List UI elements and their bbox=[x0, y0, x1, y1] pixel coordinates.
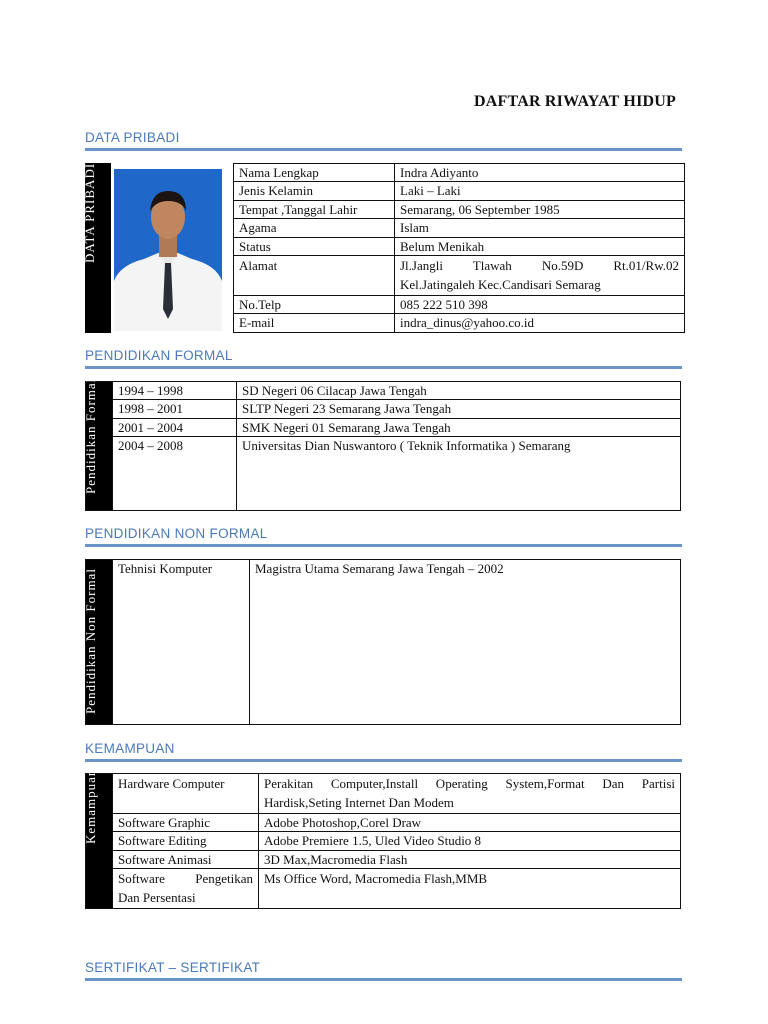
section-heading-kemampuan: KEMAMPUAN bbox=[85, 741, 682, 762]
value-nama: Indra Adiyanto bbox=[395, 164, 685, 182]
section-heading-data-pribadi: DATA PRIBADI bbox=[85, 130, 682, 151]
label-ttl: Tempat ,Tanggal Lahir bbox=[234, 200, 395, 218]
formal-school: SD Negeri 06 Cilacap Jawa Tengah bbox=[237, 382, 681, 400]
formal-school: SMK Negeri 01 Semarang Jawa Tengah bbox=[237, 418, 681, 436]
label-nama: Nama Lengkap bbox=[234, 164, 395, 182]
value-ttl: Semarang, 06 September 1985 bbox=[395, 200, 685, 218]
table-row bbox=[113, 560, 681, 724]
formal-school: SLTP Negeri 23 Semarang Jawa Tengah bbox=[237, 400, 681, 418]
kemampuan-sidebar: Kemampuan bbox=[86, 774, 112, 908]
nonformal-course: Tehnisi Komputer bbox=[113, 560, 250, 724]
table-row bbox=[113, 436, 681, 510]
label-jenis-kelamin: Jenis Kelamin bbox=[234, 182, 395, 200]
section-heading-pendidikan-non-formal: PENDIDIKAN NON FORMAL bbox=[85, 526, 682, 547]
skill-name: Software Animasi bbox=[113, 850, 259, 868]
skill-detail: Adobe Photoshop,Corel Draw bbox=[259, 813, 681, 831]
value-status: Belum Menikah bbox=[395, 237, 685, 255]
value-alamat bbox=[395, 256, 685, 296]
skill-name-line-2: Dan Persentasi bbox=[118, 890, 196, 906]
data-pribadi-table bbox=[233, 163, 685, 333]
skill-name: Software Graphic bbox=[113, 813, 259, 831]
formal-year: 1998 – 2001 bbox=[113, 400, 237, 418]
skill-detail bbox=[259, 774, 681, 813]
data-pribadi-sidebar: DATA PRIBADI bbox=[85, 163, 111, 333]
skill-name bbox=[113, 869, 259, 908]
table-row bbox=[113, 869, 681, 908]
table-row bbox=[113, 774, 681, 813]
formal-year: 1994 – 1998 bbox=[113, 382, 237, 400]
table-row bbox=[234, 182, 685, 200]
formal-year: 2001 – 2004 bbox=[113, 418, 237, 436]
pendidikan-formal-sidebar: Pendidikan Formal bbox=[86, 382, 112, 510]
table-row bbox=[234, 164, 685, 182]
table-row bbox=[234, 314, 685, 333]
table-row bbox=[113, 418, 681, 436]
skill-detail: Adobe Premiere 1.5, Uled Video Studio 8 bbox=[259, 832, 681, 850]
table-row bbox=[113, 400, 681, 418]
section-heading-pendidikan-formal: PENDIDIKAN FORMAL bbox=[85, 348, 682, 369]
alamat-line-2: Kel.Jatingaleh Kec.Candisari Semarag bbox=[400, 277, 601, 293]
person-portrait-icon bbox=[114, 169, 222, 331]
value-telp: 085 222 510 398 bbox=[395, 296, 685, 314]
label-alamat: Alamat bbox=[234, 256, 395, 296]
table-row bbox=[234, 296, 685, 314]
data-pribadi-block bbox=[82, 162, 685, 333]
skill-detail: 3D Max,Macromedia Flash bbox=[259, 850, 681, 868]
table-row bbox=[234, 200, 685, 218]
pendidikan-non-formal-sidebar: Pendidikan Non Formal bbox=[86, 560, 112, 724]
table-row bbox=[113, 850, 681, 868]
table-row bbox=[113, 832, 681, 850]
label-telp: No.Telp bbox=[234, 296, 395, 314]
skill-name-line-1: Software Pengetikan bbox=[118, 871, 253, 887]
formal-year: 2004 – 2008 bbox=[113, 436, 237, 510]
kemampuan-block bbox=[83, 768, 681, 909]
table-row bbox=[234, 256, 685, 296]
table-row bbox=[234, 237, 685, 255]
kemampuan-table bbox=[112, 774, 680, 908]
skill-detail-line-2: Hardisk,Seting Internet Dan Modem bbox=[264, 795, 454, 810]
pendidikan-formal-table bbox=[112, 382, 680, 510]
table-row bbox=[113, 382, 681, 400]
value-agama: Islam bbox=[395, 219, 685, 237]
label-agama: Agama bbox=[234, 219, 395, 237]
skill-name: Software Editing bbox=[113, 832, 259, 850]
label-status: Status bbox=[234, 237, 395, 255]
skill-detail: Ms Office Word, Macromedia Flash,MMB bbox=[259, 869, 681, 908]
section-heading-sertifikat: SERTIFIKAT – SERTIFIKAT bbox=[85, 960, 682, 981]
formal-school: Universitas Dian Nuswantoro ( Teknik Informatika ) Semarang bbox=[237, 436, 681, 510]
nonformal-place: Magistra Utama Semarang Jawa Tengah – 2002 bbox=[255, 561, 504, 576]
table-row bbox=[113, 813, 681, 831]
pendidikan-formal-block bbox=[83, 377, 681, 511]
alamat-line-1: Jl.Jangli Tlawah No.59D Rt.01/Rw.02 bbox=[400, 258, 679, 274]
value-jenis-kelamin: Laki – Laki bbox=[395, 182, 685, 200]
photo-area bbox=[111, 163, 233, 333]
document-title: DAFTAR RIWAYAT HIDUP bbox=[474, 93, 676, 110]
pendidikan-non-formal-block bbox=[85, 559, 681, 725]
label-email: E-mail bbox=[234, 314, 395, 333]
pendidikan-non-formal-table bbox=[112, 560, 680, 724]
profile-photo bbox=[114, 169, 222, 331]
skill-name: Hardware Computer bbox=[113, 774, 259, 813]
table-row bbox=[234, 219, 685, 237]
skill-detail-line-1: Perakitan Computer,Install Operating System,Format Dan Partisi bbox=[264, 776, 675, 791]
value-email: indra_dinus@yahoo.co.id bbox=[395, 314, 685, 333]
